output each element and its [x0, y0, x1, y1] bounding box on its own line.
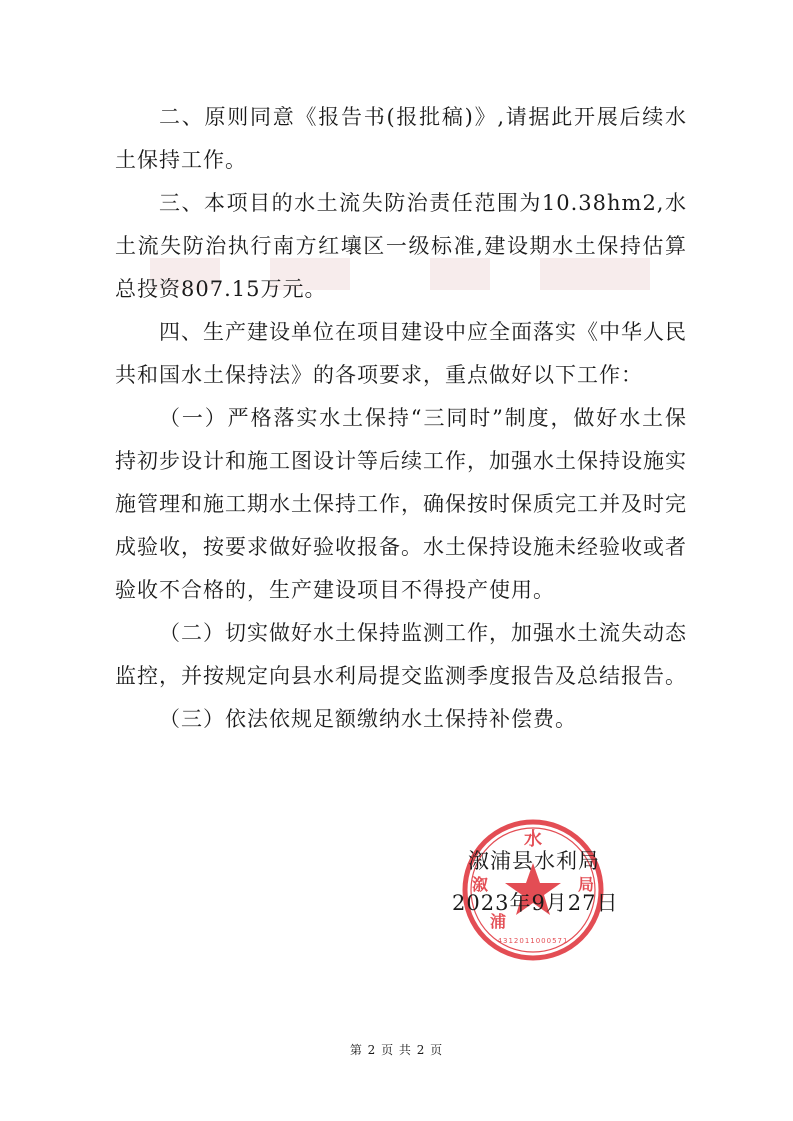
- paragraph-4-1: （一）严格落实水土保持“三同时”制度，做好水土保持初步设计和施工图设计等后续工作，加强水土保持设施实施管理和施工期水土保持工作，确保按时保质完工并及时完成验收，按要求做好验收报备。水土保持设施未经验收或者验收不合格的，生产建设项目不得投产使用。: [115, 406, 687, 602]
- paragraph-2: 二、原则同意《报告书(报批稿)》,请据此开展后续水土保持工作。: [115, 105, 687, 172]
- svg-text:浦: 浦: [489, 912, 507, 931]
- paragraph-3: 三、本项目的水土流失防治责任范围为10.38hm2,水土流失防治执行南方红壤区一级标准,建设期水土保持估算总投资807.15万元。: [115, 191, 687, 301]
- issuing-organization: 溆浦县水利局: [468, 849, 600, 873]
- seal-serial: 4312011000571: [497, 937, 569, 945]
- paragraph-4-2: （二）切实做好水土保持监测工作，加强水土流失动态监控，并按规定向县水利局提交监测季度报告及总结报告。: [115, 621, 687, 688]
- paragraph-4: 四、生产建设单位在项目建设中应全面落实《中华人民共和国水土保持法》的各项要求，重点做好以下工作：: [115, 320, 687, 387]
- svg-text:溆: 溆: [471, 875, 489, 894]
- issue-date: 2023年9月27日: [452, 891, 619, 915]
- paragraph-4-3: （三）依法依规足额缴纳水土保持补偿费。: [159, 707, 577, 731]
- svg-text:局: 局: [577, 875, 595, 894]
- seal-top-text: 水: [524, 829, 542, 850]
- page-footer: 第 2 页 共 2 页: [349, 1043, 444, 1057]
